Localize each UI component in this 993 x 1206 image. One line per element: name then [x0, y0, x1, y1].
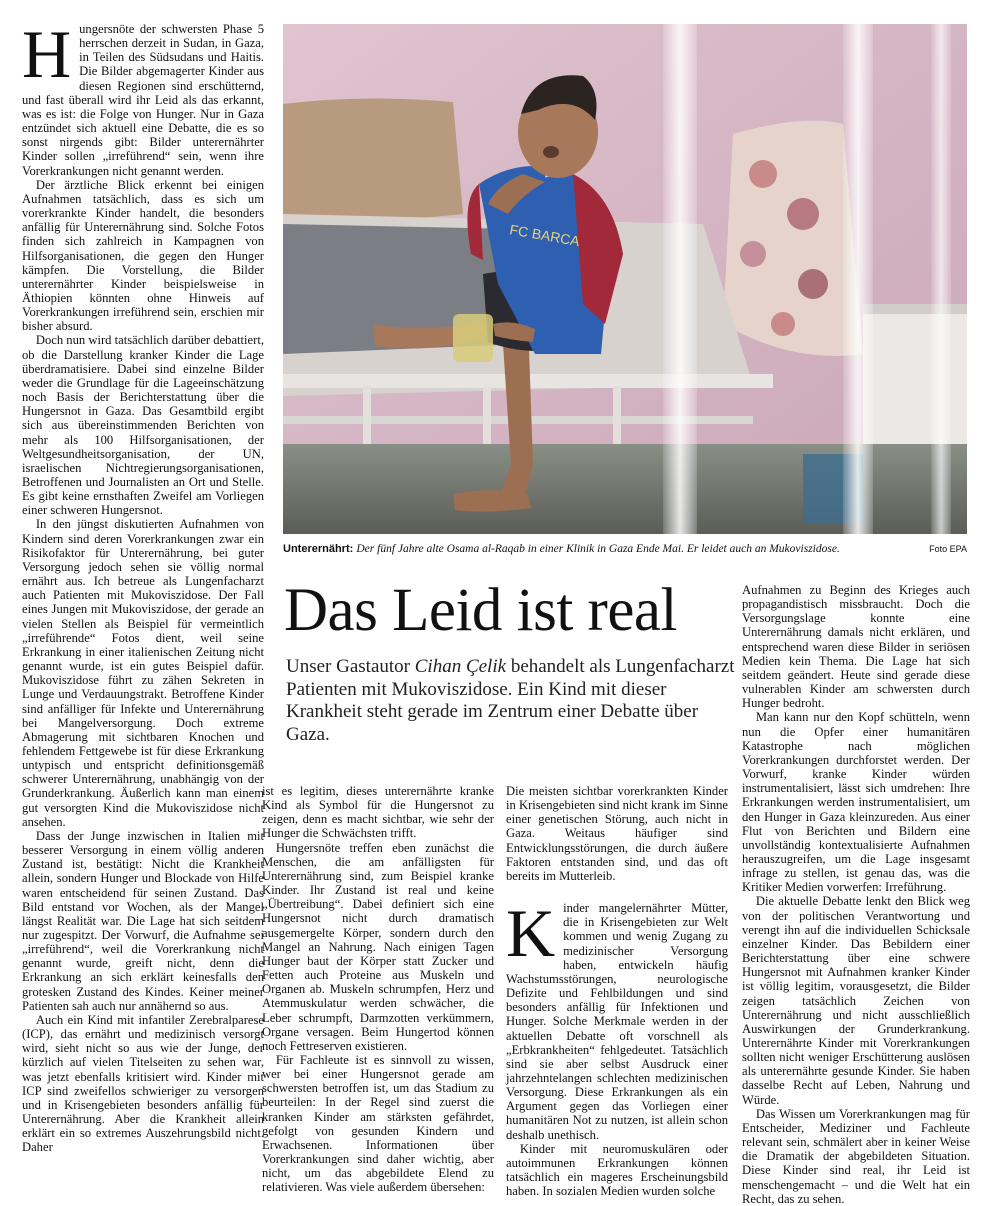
photo-credit: Foto EPA — [929, 544, 967, 554]
article-paragraph: Das Wissen um Vorerkrankungen mag für Entscheider, Mediziner und Fachleute relevant sein, schmälert aber in keiner Weise die Dramatik der abgebildeten Situation. Diese Kinder sind real, ihr Leid ist menschengemacht – und die Welt hat ein Recht, das zu sehen. — [742, 1106, 970, 1206]
drop-cap: H — [22, 16, 72, 92]
article-paragraph: Hungersnöte der schwersten Phase 5 herrschen derzeit in Sudan, in Gaza, in Teilen des Südsudans und Haitis. Die Bilder abgemagerter Kinder aus diesen Regionen sind erschütternd, und fast überall wird ihr Leid als das erkannt, was es ist: die Folge von Hunger. Nur in Gaza entzündet sich aktuell eine Debatte, die es so sonst nirgends gibt: Bilder unterernährter Kinder sollen „irreführend“ sein, wenn ihre Vorerkrankungen nicht genannt werden. — [22, 16, 264, 178]
drop-cap: K — [506, 895, 556, 972]
article-paragraph: Für Fachleute ist es sinnvoll zu wissen, wer bei einer Hungersnot gerade am schwersten betroffen ist, um das Stadium zu beurteilen: In der Regel sind zuerst die kranken Kinder am stärksten gefährdet, gefolgt von gesunden Kindern und Erwachsenen. Informationen über Vorerkrankungen sind daher wichtig, aber nicht, um das abgebildete Elend zu relativieren. Was viele außerdem übersehen: — [262, 1052, 494, 1195]
hospital-photo-illustration — [283, 24, 967, 534]
article-paragraph: Doch nun wird tatsächlich darüber debattiert, ob die Darstellung kranker Kinder die Lage überdramatisiere. Dabei sind einzelne Bilder weder die Grundlage für die Lageeinschätzung noch Basis der Berichterstattung über die Hungersnot in Gaza. Das Gesamtbild ergibt sich aus übereinstimmenden Berichten von mehr als 100 Hilfsorganisationen, der Weltgesundheitsorganisation, der UN, israelischen Nichtregierungsorganisationen, Betroffenen und Journalisten an Ort und Stelle. Es gibt keine ernsthaften Zweifel am Vorliegen einer schweren Hungersnot. — [22, 333, 264, 518]
article-paragraph: Die aktuelle Debatte lenkt den Blick weg von der politischen Verantwortung und verengt ihn auf die individuellen Schicksale einzelner Kinder. Das Bebildern einer Berichterstattung über eine schwere Hungersnot mit Aufnahmen kranker Kinder ist völlig legitim, vorausgesetzt, die Bilder zeigen tatsächlich Zeichen von Unterernährung und nicht ausschließlich Auswirkungen der Grunderkrankung. Unterernährte Kinder mit Vorerkrankungen sollten nicht weniger Erschütterung auslösen als unterernährte gesunde Kinder. Sie haben dasselbe Recht auf Leben, Nahrung und Würde. — [742, 894, 970, 1107]
article-paragraph: Auch ein Kind mit infantiler Zerebralparese (ICP), das ernährt und medizinisch versorgt wird, sieht nicht so aus wie der Junge, der kürzlich auf vielen Titelseiten zu sehen war, was jetzt ebenfalls kritisiert wird. Kinder mit ICP sind zweifellos schwieriger zu versorgen und in Krisengebieten besonders anfällig für Unterernährung. Aber die Krankheit allein erklärt ein so extremes Auszehrungsbild nicht. Daher — [22, 1012, 264, 1155]
shirt-print: FC BARCA — [508, 221, 581, 250]
article-paragraph: In den jüngst diskutierten Aufnahmen von Kindern sind deren Vorerkrankungen zwar ein Risikofaktor für Unterernährung, bei guter Versorgung jedoch sehen sie völlig normal ernährt aus. Ich betreue als Lungenfacharzt auch Patienten mit Mukoviszidose. Der Fall eines Jungen mit Mukoviszidose, der gerade an vielen Stellen als Beispiel für vermeintlich „irreführende“ Fotos dient, weil seine Erkrankung in einer italienischen Zeitung nicht genannt wurde, ist ein gutes Beispiel dafür. Mukoviszidose führt zu zähen Sekreten in Lunge und Verdauungstrakt. Betroffene Kinder sind anfälliger für Infekte und Unterernährung bei Mangelversorgung. Doch extreme Abmagerung mit sichtbaren Knochen und fehlendem Fettgewebe ist für diese Erkrankung untypisch und entspricht definitionsgemäß schwerer Unterernährung, unabhängig von der Grunderkrankung. Äußerlich kann man einem gut versorgten Kind die Mukoviszidose nicht ansehen. — [22, 517, 264, 829]
article-paragraph: ist es legitim, dieses unterernährte kranke Kind als Symbol für die Hungersnot zu zeigen, denn es macht sichtbar, wie sehr der Hunger die Schwächsten trifft. — [262, 784, 494, 841]
article-column-3 — [506, 784, 728, 1198]
article-paragraph: Kinder mangelernährter Mütter, die in Krisengebieten zur Welt kommen und wenig Zugang zu medizinischer Versorgung haben, entwickeln häufig Wachstumsstörungen, neurologische Defizite und Fehlbildungen und sind besonders anfällig für Infektionen und Hunger. Solche Merkmale werden in der aktuellen Debatte oft vorschnell als „Erbkrankheiten“ fehlgedeutet. Tatsächlich sind sie aber selbst Ausdruck einer jahrzehntelangen schlechten medizinischen Versorgung. Diese Erkrankungen als ein Argument gegen das Vorliegen einer humanitären Not zu nutzen, ist allein schon deshalb unethisch. — [506, 895, 728, 1142]
article-paragraph: Man kann nur den Kopf schütteln, wenn nun die Opfer einer humanitären Katastrophe nach möglichen Vorerkrankungen durchforstet werden. Der Vorwurf, kranke Kinder würden instrumentalisiert, lässt sich umdrehen: Ihre Erkrankungen werden instrumentalisiert, um den Hunger in Gaza kleinzureden. Aus einer Flut von Berichten und Bildern eine unvollständig kontextualisierte Aufnahmen herauszugreifen, um die Lage insgesamt infrage zu stellen, ist genau das, was die Kritiker Medien vorwerfen: Irreführung. — [742, 710, 970, 895]
article-paragraph: Dass der Junge inzwischen in Italien mit besserer Versorgung in einem völlig anderen Zustand ist, bestätigt: Nicht die Krankheit allein, sondern Hunger und Blockade von Hilfe waren entscheidend für seinen Zustand. Das Bild entstand vor Wochen, als der Mangel längst Realität war. Die Lage hat sich seitdem nur zugespitzt. Der Vorwurf, die Aufnahme sei „irreführend“, weil die Vorerkrankung nicht genannt wurde, greift nicht, denn die Erkrankung an sich erklärt keinesfalls den grotesken Zustand des Kindes. Keiner meiner Patienten sah auch nur annähernd so aus. — [22, 828, 264, 1013]
article-headline: Das Leid ist real — [284, 577, 677, 644]
article-paragraph: Die meisten sichtbar vorerkrankten Kinder in Krisengebieten sind nicht krank im Sinne einer genetischen Störung, auch nicht in Gaza. Weitaus häufiger sind Entwicklungsstörungen, die durch äußere Faktoren entstanden sind, und das oft bereits im Mutterleib. — [506, 784, 728, 883]
article-paragraph: Kinder mit neuromuskulären oder autoimmunen Erkrankungen können tatsächlich ein mageres Erscheinungsbild haben. In sozialen Medien wurden solche — [506, 1141, 728, 1199]
caption-lead: Unterernährt: — [283, 543, 354, 555]
photo-caption — [283, 542, 967, 556]
caption-text: Der fünf Jahre alte Osama al-Raqab in einer Klinik in Gaza Ende Mai. Er leidet auch an Mukoviszidose. — [356, 543, 840, 555]
article-column-1 — [22, 16, 264, 1155]
article-standfirst: Unser Gastautor Cihan Çelik behandelt als Lungenfacharzt Patienten mit Mukoviszidose. Ein Kind mit dieser Krankheit steht gerade im Zentrum einer Debatte über Gaza. — [286, 656, 735, 745]
article-photo — [283, 24, 967, 534]
article-column-2 — [262, 784, 494, 1195]
article-paragraph: Hungersnöte treffen eben zunächst die Menschen, die am anfälligsten für Unterernährung sind, zum Beispiel kranke Kinder. Ihr Zustand ist real und keine „Übertreibung“. Dabei definiert sich eine Hungersnot nicht durch dramatisch ausgemergelte Körper, sondern durch den Mangel an Nahrung. Nach einigen Tagen Hunger baut der Körper statt Zucker und Fetten auch Proteine aus Muskeln und Organen ab. Muskeln schrumpfen, Herz und Atemmuskulatur werden schwächer, die Leber schrumpft, Darmzotten verkümmern, Organe versagen. Beim Hungertod können noch Fettreserven existieren. — [262, 840, 494, 1053]
article-paragraph: Aufnahmen zu Beginn des Krieges auch propagandistisch missbraucht. Doch die Versorgungslage konnte eine Unterernährung damals nicht erklären, und entsprechend waren diese Bilder in seriösen Medien kein Thema. Die Lage hat sich seitdem geändert. Heute sind gerade diese vulnerablen Kinder am schwersten durch Hunger bedroht. — [742, 583, 970, 711]
article-paragraph: Der ärztliche Blick erkennt bei einigen Aufnahmen tatsächlich, dass es sich um vorerkrankte Kinder handelt, die besonders anfällig für Unterernährung sind. Solche Fotos finden sich zahlreich in Kampagnen von Hilfsorganisationen, die gegen den Hunger kämpfen. Die Vorstellung, die Bilder unterernährter Kinder beispielsweise in Äthiopien könnten ohne Hinweis auf Vorerkrankungen irreführend sein, erschien mir bisher absurd. — [22, 177, 264, 334]
author-name: Cihan Çelik — [414, 656, 507, 677]
article-column-4 — [742, 583, 970, 1206]
